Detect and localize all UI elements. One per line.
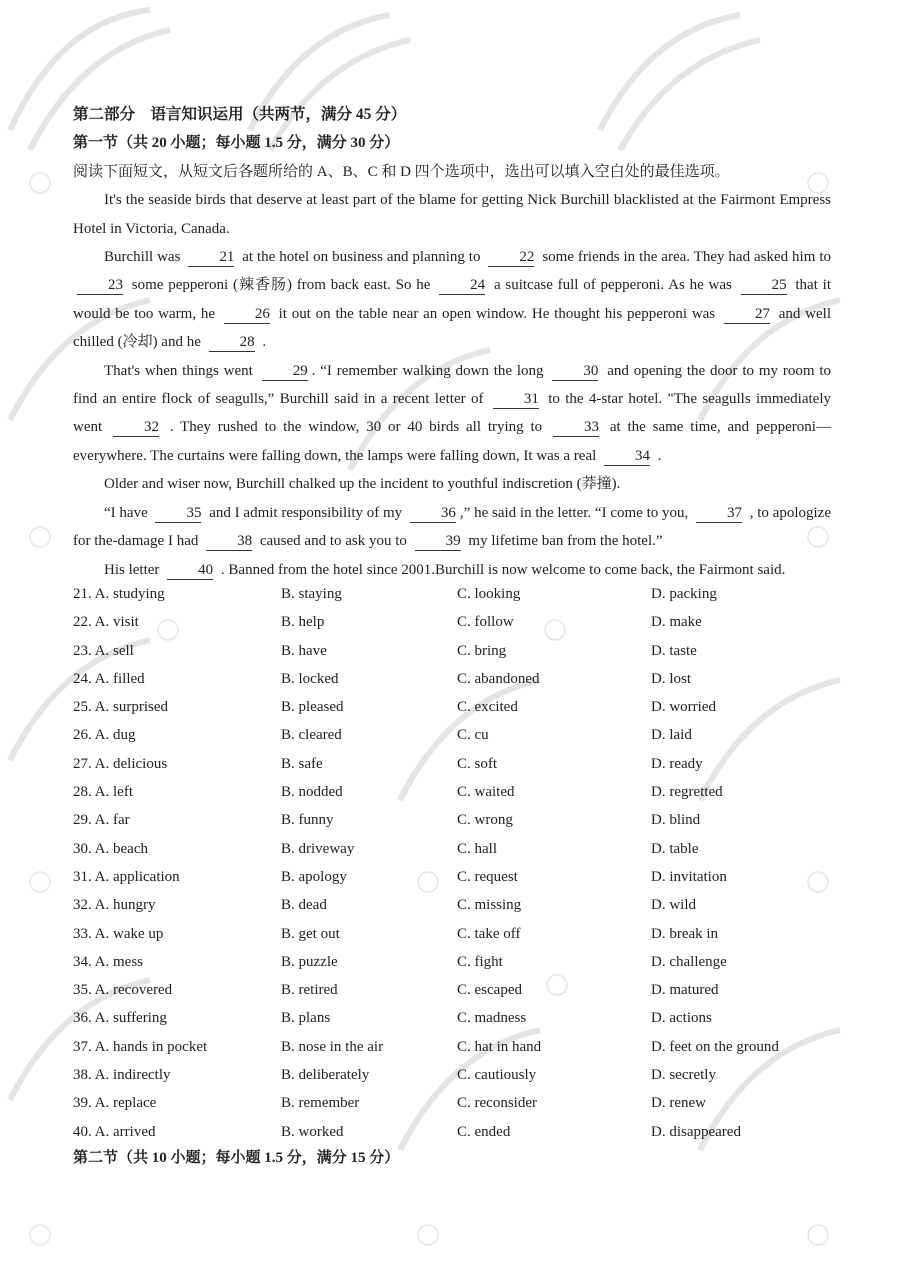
option-d: D. disappeared (651, 1123, 741, 1140)
passage-text: It's the seaside birds that deserve at least part of the blame for getting Nick Burchill blacklisted at the Fairmont Empress Hotel in Victoria, Canada. (73, 192, 831, 237)
passage-text: . (654, 447, 662, 464)
paragraph (73, 499, 831, 556)
option-c: C. cautiously (457, 1067, 537, 1084)
blank-number: 26 (224, 306, 270, 324)
option-d: D. laid (651, 727, 692, 744)
question-options-row (73, 863, 853, 891)
blank-number: 35 (155, 505, 201, 523)
passage-text: Burchill was (104, 249, 185, 266)
option-a: 31. A. application (73, 868, 180, 885)
question-options-row (73, 835, 853, 863)
option-c: C. madness (457, 1010, 527, 1027)
blank-number: 37 (696, 505, 742, 523)
option-b: B. have (281, 642, 327, 659)
document-body (73, 101, 831, 584)
question-options-row (73, 891, 853, 919)
option-c: C. hat in hand (457, 1038, 542, 1055)
option-b: B. apology (281, 868, 347, 885)
option-a: 40. A. arrived (73, 1123, 156, 1140)
blank-number: 28 (209, 334, 255, 352)
paragraph (73, 186, 831, 243)
option-d: D. make (651, 614, 702, 631)
option-c: C. missing (457, 897, 522, 914)
option-b: B. nodded (281, 784, 343, 801)
question-options-row (73, 1033, 853, 1061)
paragraph (73, 243, 831, 357)
option-c: C. cu (457, 727, 489, 744)
passage-text: and well chilled (冷却) and he (73, 305, 831, 351)
option-c: C. looking (457, 586, 521, 602)
blank-number: 39 (415, 533, 461, 551)
passage-text: caused and to ask you to (256, 533, 411, 550)
option-a: 38. A. indirectly (73, 1067, 171, 1084)
passage-text: ,” he said in the letter. “I come to you, (459, 504, 692, 521)
passage-text: some friends in the area. They had asked him to (538, 249, 831, 266)
question-options-row (73, 750, 853, 778)
option-c: C. reconsider (457, 1095, 537, 1112)
instructions: 阅读下面短文，从短文后各题所给的 A、B、C 和 D 四个选项中，选出可以填入空白处的最佳选项。 (73, 163, 730, 180)
option-b: B. cleared (281, 727, 342, 744)
option-c: C. bring (457, 642, 507, 659)
blank-number: 22 (488, 249, 534, 267)
option-a: 27. A. delicious (73, 755, 168, 772)
option-d: D. wild (651, 897, 696, 914)
passage-text: That's when things went (104, 362, 258, 379)
option-d: D. taste (651, 642, 697, 659)
question-options-row (73, 693, 853, 721)
paragraph (73, 470, 831, 498)
option-d: D. invitation (651, 868, 727, 885)
passage-text: . They rushed to the window, 30 or 40 birds all trying to (163, 419, 549, 436)
option-a: 30. A. beach (73, 840, 148, 857)
passage-text: at the hotel on business and planning to (238, 249, 485, 266)
option-c: C. ended (457, 1123, 511, 1140)
option-b: B. puzzle (281, 953, 338, 970)
passage-text: at the same time, and pepperoni—everywhere. The curtains were falling down, the lamps were falling down, It was a real (73, 419, 831, 464)
passage-text: some pepperoni (辣香肠) from back east. So he (127, 277, 436, 294)
option-a: 39. A. replace (73, 1095, 157, 1112)
blank-number: 32 (113, 419, 159, 437)
blank-number: 38 (206, 533, 252, 551)
option-a: 28. A. left (73, 784, 133, 801)
blank-number: 25 (741, 277, 787, 295)
option-c: C. abandoned (457, 670, 540, 687)
paragraph (73, 357, 831, 471)
blank-number: 24 (439, 277, 485, 295)
option-c: C. soft (457, 755, 498, 772)
passage-text: “I have (104, 504, 152, 521)
blank-number: 33 (553, 419, 599, 437)
passage-text: His letter (104, 561, 164, 578)
option-b: B. plans (281, 1010, 331, 1027)
option-b: B. safe (281, 755, 323, 772)
blank-number: 34 (604, 448, 650, 466)
option-a: 33. A. wake up (73, 925, 164, 942)
question-options-row (73, 806, 853, 834)
question-options-row (73, 778, 853, 806)
option-b: B. dead (281, 897, 327, 914)
blank-number: 36 (410, 505, 456, 523)
option-a: 25. A. surprised (73, 699, 168, 716)
blank-number: 31 (493, 391, 539, 409)
option-b: B. retired (281, 982, 338, 999)
option-d: D. secretly (651, 1067, 716, 1084)
passage-text: , to apologize for the-damage I had (73, 504, 831, 550)
question-options-row (73, 1118, 853, 1146)
passage-text: and opening the door to my room to find an entire flock of seagulls,” Burchill said in a recent letter of (73, 362, 832, 408)
option-d: D. packing (651, 586, 717, 602)
option-b: B. staying (281, 586, 342, 602)
blank-number: 23 (77, 277, 123, 295)
option-b: B. remember (281, 1095, 360, 1112)
passage-text: that it would be too warm, he (73, 277, 831, 322)
option-c: C. request (457, 868, 518, 885)
question-options-row (73, 1061, 853, 1089)
option-d: D. actions (651, 1010, 712, 1027)
option-a: 34. A. mess (73, 953, 144, 970)
option-b: B. nose in the air (281, 1038, 384, 1055)
passage-text: to the 4-star hotel. "The seagulls immediately went (73, 391, 832, 436)
question-options-row (73, 948, 853, 976)
option-c: C. hall (457, 840, 497, 857)
section-title: 第一节（共 20 小题；每小题 1.5 分，满分 30 分） (73, 135, 400, 152)
option-c: C. escaped (457, 982, 522, 999)
option-d: D. ready (651, 755, 703, 772)
option-d: D. matured (651, 982, 719, 999)
blank-number: 21 (188, 249, 234, 267)
option-c: C. wrong (457, 812, 513, 829)
option-c: C. take off (457, 925, 521, 942)
option-b: B. worked (281, 1123, 344, 1140)
option-d: D. lost (651, 670, 692, 687)
option-a: 21. A. studying (73, 586, 165, 602)
option-d: D. break in (651, 925, 719, 942)
option-b: B. deliberately (281, 1067, 370, 1084)
option-a: 29. A. far (73, 812, 130, 829)
blank-number: 29 (262, 363, 308, 381)
passage-text: my lifetime ban from the hotel.” (464, 533, 663, 550)
passage-text: a suitcase full of pepperoni. As he was (489, 277, 737, 294)
question-options-row (73, 637, 853, 665)
option-a: 36. A. suffering (73, 1010, 167, 1027)
option-d: D. blind (651, 812, 701, 829)
option-a: 22. A. visit (73, 614, 139, 631)
option-a: 35. A. recovered (73, 982, 173, 999)
question-options-row (73, 976, 853, 1004)
option-b: B. pleased (281, 699, 344, 716)
passage-text: . (258, 334, 267, 351)
option-b: B. driveway (281, 840, 355, 857)
option-d: D. worried (651, 699, 716, 716)
blank-number: 27 (724, 306, 770, 324)
part-title: 第二部分 语言知识运用（共两节，满分 45 分） (73, 106, 407, 123)
passage (73, 186, 831, 584)
option-b: B. help (281, 614, 325, 631)
option-d: D. renew (651, 1095, 706, 1112)
option-c: C. follow (457, 614, 514, 631)
question-options-row (73, 608, 853, 636)
section-2-title: 第二节（共 10 小题；每小题 1.5 分，满分 15 分） (73, 1150, 400, 1166)
option-d: D. feet on the ground (651, 1038, 779, 1055)
passage-text: . “I remember walking down the long (311, 362, 549, 379)
passage-text: . Banned from the hotel since 2001.Burchill is now welcome to come back, the Fairmont said. (217, 561, 786, 578)
option-b: B. funny (281, 812, 334, 829)
question-options-row (73, 580, 853, 608)
option-a: 23. A. sell (73, 642, 134, 659)
passage-text: and I admit responsibility of my (205, 504, 406, 521)
option-d: D. challenge (651, 953, 727, 970)
blank-number: 30 (552, 363, 598, 381)
option-a: 26. A. dug (73, 727, 136, 744)
option-c: C. fight (457, 953, 503, 970)
question-options-row (73, 1089, 853, 1117)
option-b: B. get out (281, 925, 340, 942)
option-c: C. waited (457, 784, 515, 801)
option-a: 32. A. hungry (73, 897, 156, 914)
question-options-row (73, 665, 853, 693)
option-d: D. regretted (651, 784, 723, 801)
option-c: C. excited (457, 699, 518, 716)
passage-text: it out on the table near an open window. He thought his pepperoni was (273, 305, 720, 322)
question-options-row (73, 1004, 853, 1032)
option-a: 37. A. hands in pocket (73, 1038, 208, 1055)
option-a: 24. A. filled (73, 670, 145, 687)
option-d: D. table (651, 840, 699, 857)
question-options-row (73, 920, 853, 948)
passage-text: Older and wiser now, Burchill chalked up the incident to youthful indiscretion (莽撞). (104, 476, 621, 493)
blank-number: 40 (167, 562, 213, 580)
question-options-row (73, 721, 853, 749)
options-list (73, 580, 853, 1146)
option-b: B. locked (281, 670, 339, 687)
